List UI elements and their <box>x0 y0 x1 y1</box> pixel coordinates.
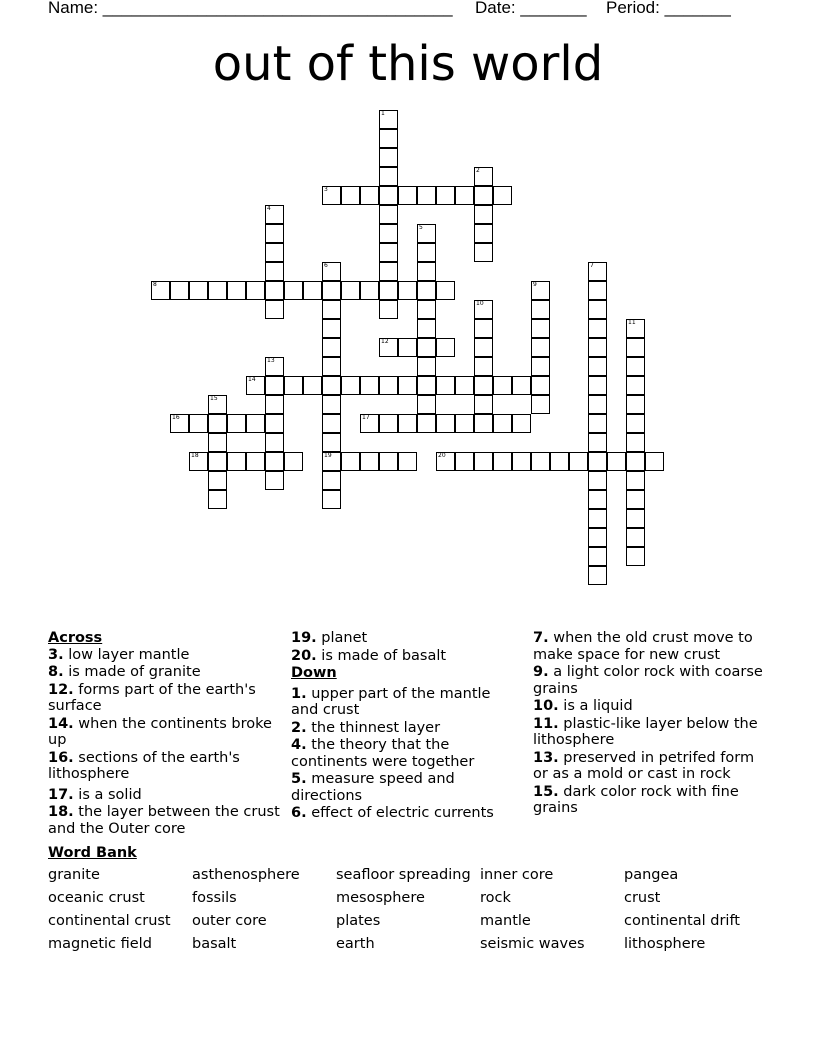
grid-cell[interactable] <box>284 452 303 471</box>
grid-cell[interactable] <box>531 357 550 376</box>
word-bank-item: pangea <box>624 867 679 883</box>
clue-number: 4 <box>267 205 271 212</box>
clue-down-13: 13. preserved in petrifed form or as a mold or cast in rock <box>533 749 755 782</box>
grid-cell[interactable] <box>284 376 303 395</box>
grid-cell[interactable] <box>493 452 512 471</box>
grid-cell[interactable] <box>208 281 227 300</box>
grid-cell[interactable] <box>322 300 341 319</box>
grid-cell[interactable] <box>341 186 360 205</box>
grid-cell[interactable] <box>455 452 474 471</box>
grid-cell[interactable] <box>512 414 531 433</box>
clue-down-4: 4. the theory that the continents were together <box>291 737 475 770</box>
grid-cell[interactable] <box>588 281 607 300</box>
clue-number: 17 <box>362 414 370 421</box>
grid-cell[interactable] <box>436 376 455 395</box>
grid-cell[interactable] <box>246 452 265 471</box>
word-bank-item: magnetic field <box>48 936 152 952</box>
clue-down-7: 7. when the old crust move to make space for new crust <box>533 630 753 663</box>
grid-cell[interactable] <box>208 414 227 433</box>
grid-cell[interactable] <box>531 376 550 395</box>
word-bank-item: inner core <box>480 867 554 883</box>
grid-cell[interactable] <box>645 452 664 471</box>
word-bank-item: lithosphere <box>624 936 706 952</box>
grid-cell[interactable] <box>474 186 493 205</box>
clues-column-1 <box>48 630 282 838</box>
grid-cell[interactable] <box>398 414 417 433</box>
clue-down-6: 6. effect of electric currents <box>291 805 494 821</box>
grid-cell[interactable] <box>322 186 341 205</box>
grid-cell[interactable] <box>189 414 208 433</box>
grid-cell[interactable] <box>208 395 227 414</box>
grid-cell[interactable] <box>322 376 341 395</box>
grid-cell[interactable] <box>189 452 208 471</box>
word-bank-item: granite <box>48 867 100 883</box>
grid-cell[interactable] <box>379 262 398 281</box>
grid-cell[interactable] <box>455 414 474 433</box>
grid-cell[interactable] <box>208 490 227 509</box>
clue-number: 1 <box>381 110 385 117</box>
clue-number: 3 <box>324 186 328 193</box>
clue-across-19: 19. planet <box>291 630 368 646</box>
clue-across-18: 18. the layer between the crust and the Outer core <box>48 804 280 837</box>
grid-cell[interactable] <box>588 319 607 338</box>
clue-number: 16 <box>172 414 180 421</box>
grid-cell[interactable] <box>588 338 607 357</box>
grid-cell[interactable] <box>588 509 607 528</box>
grid-cell[interactable] <box>170 414 189 433</box>
clue-down-5: 5. measure speed and directions <box>291 771 455 804</box>
grid-cell[interactable] <box>341 376 360 395</box>
grid-cell[interactable] <box>303 281 322 300</box>
grid-cell[interactable] <box>588 414 607 433</box>
grid-cell[interactable] <box>265 452 284 471</box>
clue-down-15: 15. dark color rock with fine grains <box>533 783 739 816</box>
grid-cell[interactable] <box>436 414 455 433</box>
grid-cell[interactable] <box>588 433 607 452</box>
grid-cell[interactable] <box>626 509 645 528</box>
period-field-label[interactable]: Period: _______ <box>606 0 731 17</box>
word-bank-item: rock <box>480 890 511 906</box>
clue-number: 5 <box>419 224 423 231</box>
grid-cell[interactable] <box>531 300 550 319</box>
grid-cell[interactable] <box>417 319 436 338</box>
grid-cell[interactable] <box>379 129 398 148</box>
grid-cell[interactable] <box>493 414 512 433</box>
grid-cell[interactable] <box>189 281 208 300</box>
grid-cell[interactable] <box>379 376 398 395</box>
grid-cell[interactable] <box>569 452 588 471</box>
grid-cell[interactable] <box>265 395 284 414</box>
grid-cell[interactable] <box>227 452 246 471</box>
grid-cell[interactable] <box>322 414 341 433</box>
grid-cell[interactable] <box>227 281 246 300</box>
grid-cell[interactable] <box>512 376 531 395</box>
clue-number: 20 <box>438 452 446 459</box>
grid-cell[interactable] <box>512 452 531 471</box>
clue-across-3: 3. low layer mantle <box>48 646 190 663</box>
grid-cell[interactable] <box>322 395 341 414</box>
grid-cell[interactable] <box>626 528 645 547</box>
grid-cell[interactable] <box>417 357 436 376</box>
grid-cell[interactable] <box>379 205 398 224</box>
grid-cell[interactable] <box>360 452 379 471</box>
grid-cell[interactable] <box>417 300 436 319</box>
grid-cell[interactable] <box>474 357 493 376</box>
grid-cell[interactable] <box>626 433 645 452</box>
grid-cell[interactable] <box>626 376 645 395</box>
grid-cell[interactable] <box>626 357 645 376</box>
grid-cell[interactable] <box>398 281 417 300</box>
grid-cell[interactable] <box>265 357 284 376</box>
grid-cell[interactable] <box>360 281 379 300</box>
grid-cell[interactable] <box>151 281 170 300</box>
grid-cell[interactable] <box>379 167 398 186</box>
clue-number: 9 <box>533 281 537 288</box>
clue-across-8: 8. is made of granite <box>48 664 201 680</box>
grid-cell[interactable] <box>379 414 398 433</box>
grid-cell[interactable] <box>531 395 550 414</box>
grid-cell[interactable] <box>436 186 455 205</box>
grid-cell[interactable] <box>493 376 512 395</box>
grid-cell[interactable] <box>265 281 284 300</box>
grid-cell[interactable] <box>417 224 436 243</box>
word-bank <box>48 867 778 953</box>
grid-cell[interactable] <box>531 319 550 338</box>
grid-cell[interactable] <box>360 376 379 395</box>
grid-cell[interactable] <box>265 205 284 224</box>
grid-cell[interactable] <box>626 547 645 566</box>
grid-cell[interactable] <box>588 357 607 376</box>
grid-cell[interactable] <box>607 452 626 471</box>
grid-cell[interactable] <box>474 205 493 224</box>
grid-cell[interactable] <box>436 452 455 471</box>
grid-cell[interactable] <box>626 319 645 338</box>
grid-cell[interactable] <box>303 376 322 395</box>
clue-down-11: 11. plastic-like layer below the lithosphere <box>533 715 758 748</box>
word-bank-item: seafloor spreading <box>336 867 471 883</box>
grid-cell[interactable] <box>398 452 417 471</box>
grid-cell[interactable] <box>265 224 284 243</box>
grid-cell[interactable] <box>626 395 645 414</box>
grid-cell[interactable] <box>379 338 398 357</box>
grid-cell[interactable] <box>474 319 493 338</box>
grid-cell[interactable] <box>588 471 607 490</box>
grid-cell[interactable] <box>284 281 303 300</box>
grid-cell[interactable] <box>170 281 189 300</box>
grid-cell[interactable] <box>531 281 550 300</box>
grid-cell[interactable] <box>436 281 455 300</box>
clue-number: 2 <box>476 167 480 174</box>
word-bank-item: crust <box>624 890 661 906</box>
grid-cell[interactable] <box>417 281 436 300</box>
word-bank-item: fossils <box>192 890 237 906</box>
grid-cell[interactable] <box>379 452 398 471</box>
word-bank-item: continental drift <box>624 913 740 929</box>
grid-cell[interactable] <box>379 110 398 129</box>
grid-cell[interactable] <box>474 414 493 433</box>
grid-cell[interactable] <box>417 338 436 357</box>
grid-cell[interactable] <box>265 243 284 262</box>
grid-cell[interactable] <box>322 319 341 338</box>
grid-cell[interactable] <box>417 186 436 205</box>
clue-number: 6 <box>324 262 328 269</box>
clue-across-12: 12. forms part of the earth's surface <box>48 681 256 714</box>
grid-cell[interactable] <box>550 452 569 471</box>
grid-cell[interactable] <box>379 186 398 205</box>
date-field-label[interactable]: Date: _______ <box>475 0 587 17</box>
grid-cell[interactable] <box>455 186 474 205</box>
clue-across-16: 16. sections of the earth's lithosphere <box>48 749 240 782</box>
clue-down-10: 10. is a liquid <box>533 698 633 714</box>
grid-cell[interactable] <box>588 547 607 566</box>
grid-cell[interactable] <box>322 281 341 300</box>
grid-cell[interactable] <box>379 243 398 262</box>
grid-cell[interactable] <box>493 186 512 205</box>
grid-cell[interactable] <box>588 376 607 395</box>
grid-cell[interactable] <box>417 395 436 414</box>
word-bank-item: continental crust <box>48 913 171 929</box>
clue-number: 10 <box>476 300 484 307</box>
grid-cell[interactable] <box>322 338 341 357</box>
grid-cell[interactable] <box>474 452 493 471</box>
grid-cell[interactable] <box>265 376 284 395</box>
grid-cell[interactable] <box>588 566 607 585</box>
grid-cell[interactable] <box>208 452 227 471</box>
word-bank-item: basalt <box>192 936 237 952</box>
grid-cell[interactable] <box>379 224 398 243</box>
grid-cell[interactable] <box>265 414 284 433</box>
grid-cell[interactable] <box>208 471 227 490</box>
grid-cell[interactable] <box>246 281 265 300</box>
clue-number: 18 <box>191 452 199 459</box>
word-bank-item: oceanic crust <box>48 890 145 906</box>
grid-cell[interactable] <box>322 262 341 281</box>
grid-cell[interactable] <box>246 414 265 433</box>
grid-cell[interactable] <box>474 243 493 262</box>
grid-cell[interactable] <box>588 452 607 471</box>
grid-cell[interactable] <box>626 414 645 433</box>
grid-cell[interactable] <box>588 395 607 414</box>
grid-cell[interactable] <box>398 338 417 357</box>
clues-column-2 <box>291 630 519 823</box>
clue-across-20: 20. is made of basalt <box>291 647 447 664</box>
grid-cell[interactable] <box>626 471 645 490</box>
grid-cell[interactable] <box>246 376 265 395</box>
grid-cell[interactable] <box>474 300 493 319</box>
grid-cell[interactable] <box>417 243 436 262</box>
clue-down-9: 9. a light color rock with coarse grains <box>533 664 763 697</box>
clue-number: 12 <box>381 338 389 345</box>
grid-cell[interactable] <box>379 300 398 319</box>
clue-across-14: 14. when the continents broke up <box>48 715 272 748</box>
word-bank-item: plates <box>336 913 381 929</box>
clue-number: 19 <box>324 452 332 459</box>
grid-cell[interactable] <box>474 167 493 186</box>
grid-cell[interactable] <box>588 490 607 509</box>
puzzle-title: out of this world <box>212 36 604 92</box>
grid-cell[interactable] <box>588 262 607 281</box>
grid-cell[interactable] <box>474 376 493 395</box>
grid-cell[interactable] <box>474 338 493 357</box>
clues-column-3 <box>533 630 769 818</box>
grid-cell[interactable] <box>455 376 474 395</box>
grid-cell[interactable] <box>474 395 493 414</box>
word-bank-heading: Word Bank <box>48 845 137 861</box>
grid-cell[interactable] <box>322 357 341 376</box>
clue-number: 11 <box>628 319 636 326</box>
word-bank-item: outer core <box>192 913 267 929</box>
grid-cell[interactable] <box>379 148 398 167</box>
grid-cell[interactable] <box>360 186 379 205</box>
grid-cell[interactable] <box>341 281 360 300</box>
grid-cell[interactable] <box>322 471 341 490</box>
clue-number: 7 <box>590 262 594 269</box>
name-field-label[interactable]: Name: _____________________________________ <box>48 0 453 17</box>
grid-cell[interactable] <box>588 300 607 319</box>
grid-cell[interactable] <box>417 376 436 395</box>
word-bank-item: seismic waves <box>480 936 585 952</box>
clue-number: 15 <box>210 395 218 402</box>
clue-down-2: 2. the thinnest layer <box>291 719 441 736</box>
across-heading: Across <box>48 630 103 646</box>
grid-cell[interactable] <box>208 433 227 452</box>
grid-cell[interactable] <box>322 452 341 471</box>
grid-cell[interactable] <box>626 490 645 509</box>
grid-cell[interactable] <box>265 433 284 452</box>
grid-cell[interactable] <box>588 528 607 547</box>
grid-cell[interactable] <box>398 376 417 395</box>
clue-number: 8 <box>153 281 157 288</box>
grid-cell[interactable] <box>398 186 417 205</box>
grid-cell[interactable] <box>626 338 645 357</box>
grid-cell[interactable] <box>626 452 645 471</box>
clue-number: 13 <box>267 357 275 364</box>
word-bank-item: mantle <box>480 913 531 929</box>
grid-cell[interactable] <box>474 224 493 243</box>
grid-cell[interactable] <box>436 338 455 357</box>
grid-cell[interactable] <box>322 490 341 509</box>
clue-across-17: 17. is a solid <box>48 786 142 803</box>
grid-cell[interactable] <box>531 452 550 471</box>
word-bank-item: earth <box>336 936 375 952</box>
grid-cell[interactable] <box>360 414 379 433</box>
clue-down-1: 1. upper part of the mantle and crust <box>291 685 491 718</box>
grid-cell[interactable] <box>531 338 550 357</box>
grid-cell[interactable] <box>417 262 436 281</box>
grid-cell[interactable] <box>322 433 341 452</box>
grid-cell[interactable] <box>265 471 284 490</box>
word-bank-item: mesosphere <box>336 890 425 906</box>
grid-cell[interactable] <box>265 262 284 281</box>
clue-number: 14 <box>248 376 256 383</box>
word-bank-item: asthenosphere <box>192 867 300 883</box>
grid-cell[interactable] <box>417 414 436 433</box>
grid-cell[interactable] <box>379 281 398 300</box>
grid-cell[interactable] <box>341 452 360 471</box>
grid-cell[interactable] <box>265 300 284 319</box>
down-heading: Down <box>291 665 337 681</box>
grid-cell[interactable] <box>227 414 246 433</box>
